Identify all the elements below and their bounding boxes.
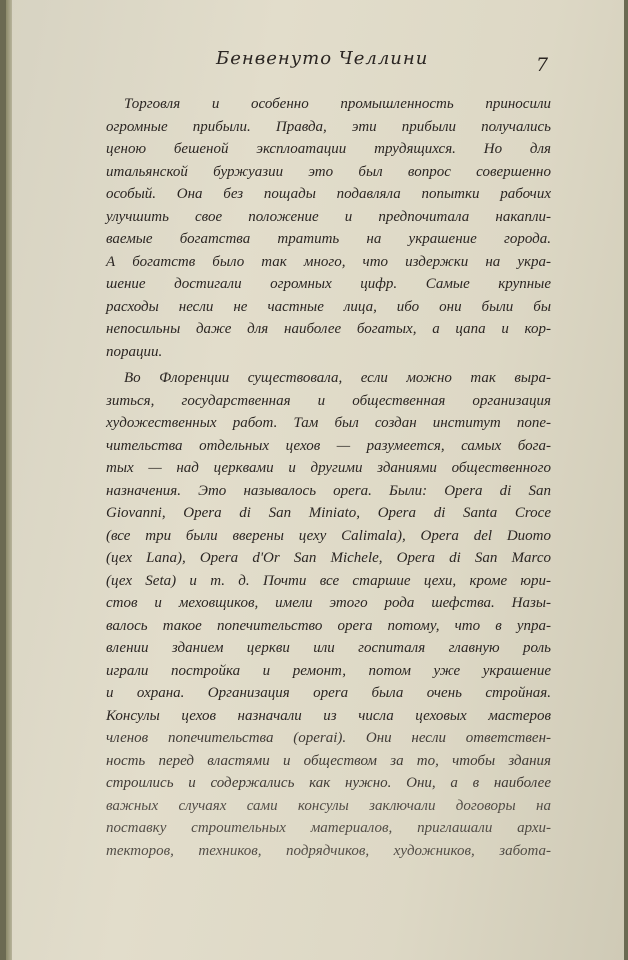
text-line: зиться, государственная и общественная организация xyxy=(106,392,551,409)
text-line: Во Флоренции существовала, если можно так выра- xyxy=(124,370,551,386)
page-number: 7 xyxy=(536,54,549,76)
text-line: поставку строительных материалов, приглашали архи- xyxy=(106,820,551,836)
text-line: валось такое попечительство opera потому, что в упра- xyxy=(106,617,551,634)
text-line: шение достигали огромных цифр. Самые крупные xyxy=(106,276,551,292)
book-page xyxy=(6,0,624,960)
page-header xyxy=(6,44,624,74)
text-line: особый. Она без пощады подавляла попытки рабочих xyxy=(106,186,551,202)
page-binding-edge xyxy=(6,0,12,960)
text-line: ваемые богатства тратить на украшение города. xyxy=(106,231,551,247)
paragraph-2 xyxy=(106,367,551,862)
page-body xyxy=(106,93,551,862)
text-line: влении зданием церкви или госпиталя главную роль xyxy=(106,640,551,656)
text-line: важных случаях сами консулы заключали договоры на xyxy=(106,797,551,814)
text-line: (все три были вверены цеху Calimala), Opera del Duomo xyxy=(106,527,551,544)
text-line: играли постройка и ремонт, потом уже украшение xyxy=(106,662,551,679)
text-line: строились и содержались как нужно. Они, а в наиболее xyxy=(106,775,551,791)
text-line: Торговля и особенно промышленность приносили xyxy=(124,96,551,112)
text-line: чительства отдельных цехов — разумеется, самых бога- xyxy=(106,437,551,454)
text-line: стов и меховщиков, имели этого рода шефства. Назы- xyxy=(106,595,551,611)
text-line: художественных работ. Там был создан институт попе- xyxy=(106,415,551,431)
text-line: (цех Seta) и т. д. Почти все старшие цехи, кроме юри- xyxy=(106,572,551,589)
running-title: Бенвенуто Челлини xyxy=(216,48,429,69)
text-line: Giovanni, Opera di San Miniato, Opera di Santa Croce xyxy=(106,505,551,521)
text-line: непосильны даже для наиболее богатых, а цапа и кор- xyxy=(106,321,551,337)
text-line: членов попечительства (operai). Они несли ответствен- xyxy=(106,730,551,746)
paragraph-1 xyxy=(106,93,551,363)
text-line: тых — над церквами и другими зданиями общественного xyxy=(106,460,551,476)
text-line: итальянской буржуазии это был вопрос совершенно xyxy=(106,163,551,180)
text-line: и охрана. Организация opera была очень стройная. xyxy=(106,685,551,701)
text-line: улучшить свое положение и предпочитала накапли- xyxy=(106,208,551,225)
text-line: Консулы цехов назначали из числа цеховых мастеров xyxy=(106,707,551,724)
text-line: текторов, техников, подрядчиков, художников, забота- xyxy=(106,842,551,859)
text-line: ность перед властями и обществом за то, чтобы здания xyxy=(106,752,551,769)
text-line: А богатств было так много, что издержки на укра- xyxy=(106,253,551,270)
text-line: (цех Lana), Opera d'Or San Michele, Opera di San Marco xyxy=(106,550,551,566)
text-line: назначения. Это называлось opera. Были: Opera di San xyxy=(106,482,551,499)
text-line: расходы несли не частные лица, ибо они были бы xyxy=(106,298,551,315)
text-line: огромные прибыли. Правда, эти прибыли получались xyxy=(106,118,551,135)
text-line: порации. xyxy=(106,343,163,360)
text-line: ценою бешеной эксплоатации трудящихся. Но для xyxy=(106,141,551,157)
